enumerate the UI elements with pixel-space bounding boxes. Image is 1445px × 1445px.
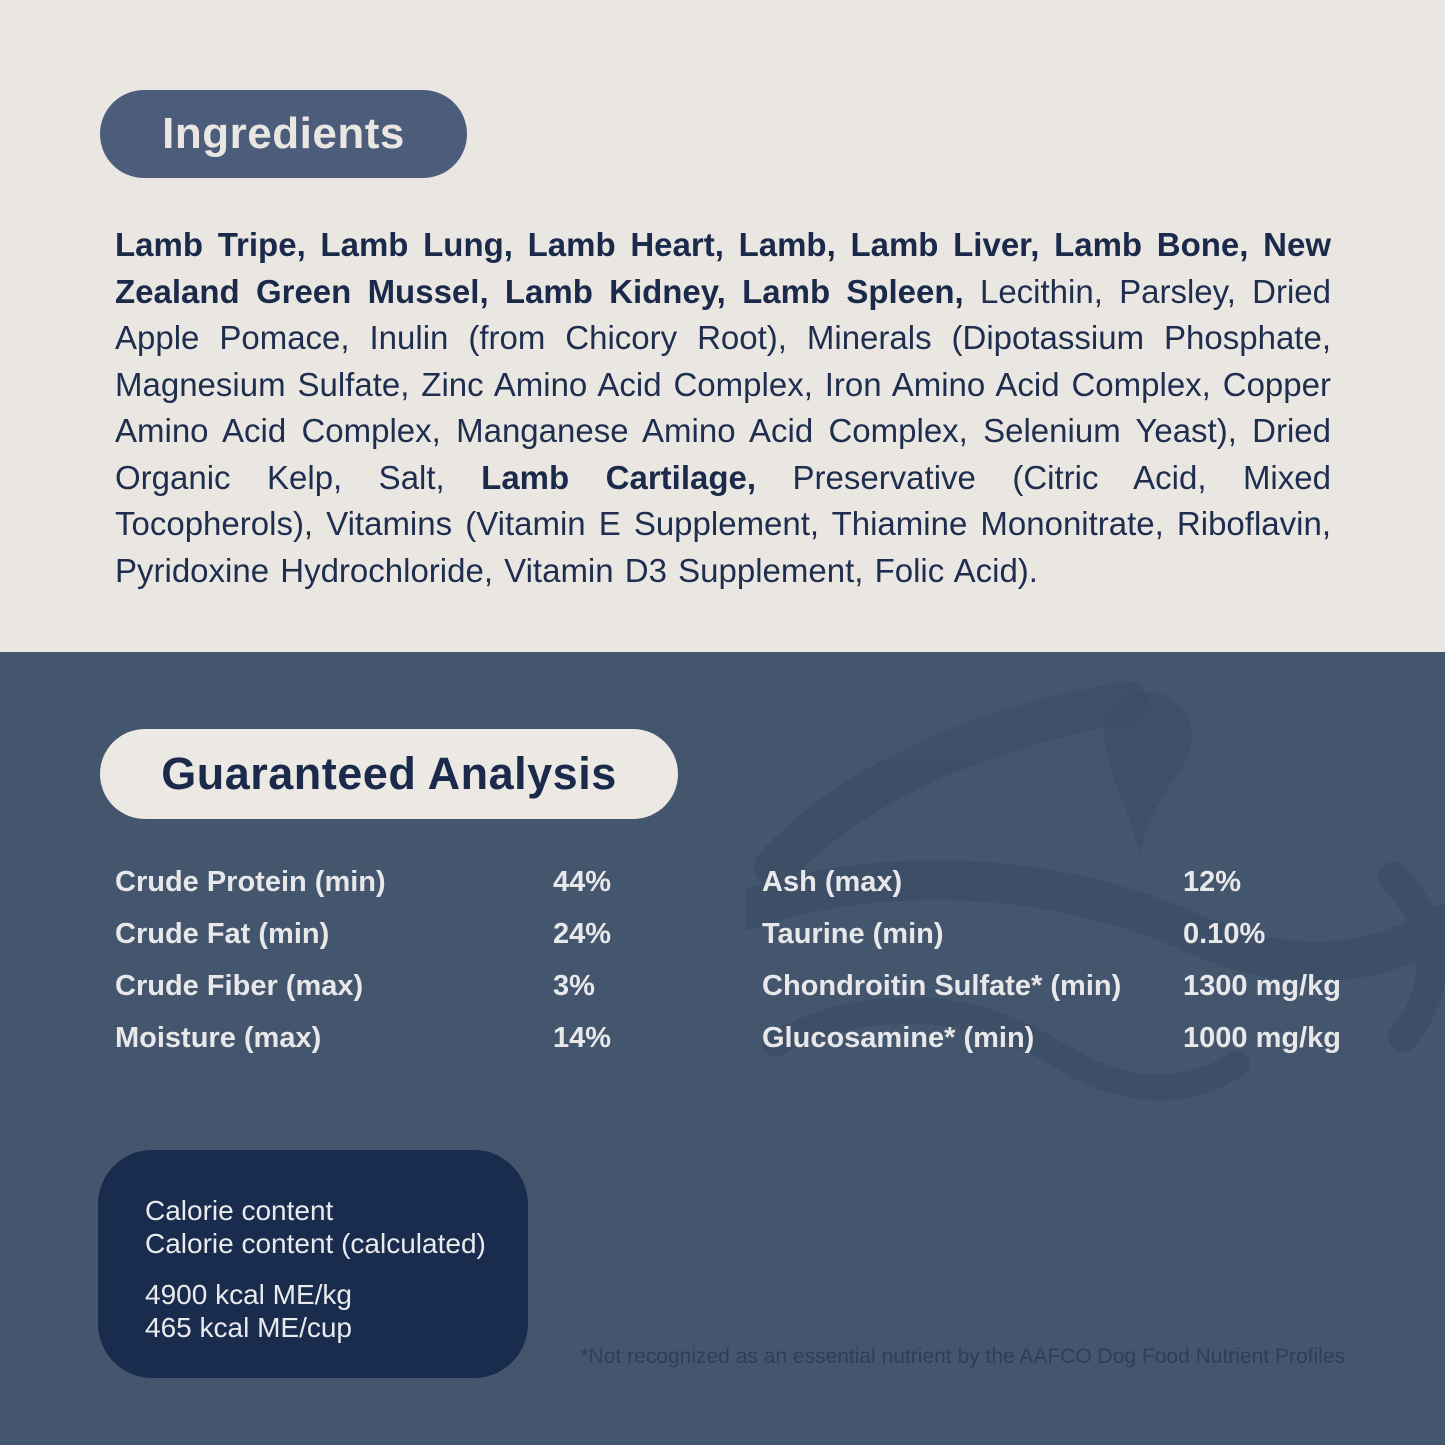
analysis-value: 24% xyxy=(553,918,612,950)
analysis-label: Moisture (max) xyxy=(115,1022,322,1054)
analysis-label: Chondroitin Sulfate* (min) xyxy=(762,970,1122,1002)
analysis-row-taurine xyxy=(762,916,1442,952)
analysis-row-crude-fat xyxy=(115,916,775,952)
calorie-content-card xyxy=(98,1150,528,1378)
analysis-value: 0.10% xyxy=(1183,918,1266,950)
calorie-value-kg: 4900 kcal ME/kg xyxy=(145,1279,352,1310)
calorie-title-line-2: Calorie content (calculated) xyxy=(145,1228,486,1259)
analysis-label: Taurine (min) xyxy=(762,918,944,950)
analysis-value: 12% xyxy=(1183,866,1242,898)
analysis-row-glucosamine xyxy=(762,1020,1442,1056)
ingredients-regular-2: Preservative (Citric Acid, Mixed Tocopherols), Vitamins (Vitamin E Supplement, Thiamine Mononitrate, Riboflavin, Pyridoxine Hydrochloride, Vitamin D3 Supplement, Folic Acid). xyxy=(115,458,1331,589)
guaranteed-analysis-section xyxy=(0,652,1445,1445)
analysis-value: 1000 mg/kg xyxy=(1183,1022,1341,1054)
ingredients-title-pill xyxy=(100,90,467,178)
ingredients-title: Ingredients xyxy=(162,109,405,158)
analysis-label: Glucosamine* (min) xyxy=(762,1022,1035,1054)
analysis-row-ash xyxy=(762,864,1442,900)
aafco-footnote: *Not recognized as an essential nutrient by the AAFCO Dog Food Nutrient Profiles xyxy=(580,1345,1345,1368)
analysis-label: Crude Protein (min) xyxy=(115,866,386,898)
ingredients-regular-1: Lecithin, Parsley, Dried Apple Pomace, Inulin (from Chicory Root), Minerals (Dipotassium Phosphate, Magnesium Sulfate, Zinc Amino Acid Complex, Iron Amino Acid Complex, Copper Amino Acid Complex, Manganese Amino Acid Complex, Selenium Yeast), Dried Organic Kelp, Salt, xyxy=(115,272,1331,496)
wave-curl xyxy=(1104,692,1192,854)
analysis-label: Ash (max) xyxy=(762,866,903,898)
guaranteed-analysis-title-pill xyxy=(100,729,678,819)
calorie-values xyxy=(145,1278,508,1344)
analysis-value: 44% xyxy=(553,866,612,898)
analysis-value: 3% xyxy=(553,970,595,1002)
analysis-row-crude-fiber xyxy=(115,968,775,1004)
analysis-row-chondroitin xyxy=(762,968,1442,1004)
analysis-label: Crude Fiber (max) xyxy=(115,970,364,1002)
guaranteed-analysis-title: Guaranteed Analysis xyxy=(161,748,617,799)
ingredients-bold-primary: Lamb Tripe, Lamb Lung, Lamb Heart, Lamb, Lamb Liver, Lamb Bone, New Zealand Green Mussel, Lamb Kidney, Lamb Spleen, xyxy=(115,226,1331,310)
calorie-value-cup: 465 kcal ME/cup xyxy=(145,1312,352,1343)
analysis-value: 1300 mg/kg xyxy=(1183,970,1341,1002)
ingredients-section xyxy=(0,0,1445,652)
analysis-value: 14% xyxy=(553,1022,612,1054)
calorie-title-line-1: Calorie content xyxy=(145,1195,334,1226)
analysis-label: Crude Fat (min) xyxy=(115,918,330,950)
ingredients-text xyxy=(115,222,1331,594)
analysis-row-moisture xyxy=(115,1020,775,1056)
analysis-row-crude-protein xyxy=(115,864,775,900)
ingredients-bold-cartilage: Lamb Cartilage, xyxy=(481,458,757,496)
